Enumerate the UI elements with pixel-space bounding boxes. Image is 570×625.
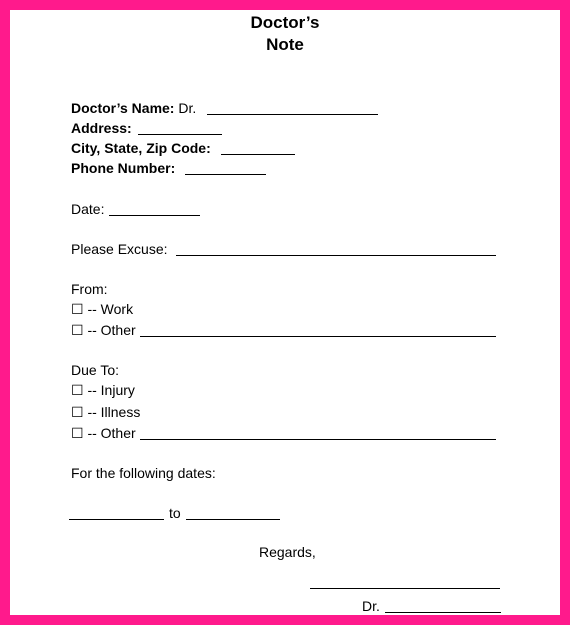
signature-name-field[interactable]: [385, 612, 501, 613]
from-heading: From:: [71, 281, 108, 297]
please-excuse-label: Please Excuse:: [71, 241, 168, 257]
signature-field[interactable]: [310, 588, 500, 589]
from-option-other[interactable]: ☐ -- Other: [71, 322, 136, 338]
doctor-name-prefix: Dr.: [178, 100, 197, 116]
to-label: to: [169, 505, 181, 521]
city-state-zip-label: City, State, Zip Code:: [71, 140, 211, 156]
due-to-option-illness[interactable]: ☐ -- Illness: [71, 404, 141, 420]
following-dates-heading: For the following dates:: [71, 465, 216, 481]
date-field[interactable]: [109, 215, 200, 216]
signature-dr-prefix: Dr.: [362, 598, 380, 614]
doctor-name-label: Doctor’s Name:: [71, 100, 175, 116]
doctor-name-field[interactable]: [207, 114, 378, 115]
due-to-option-other[interactable]: ☐ -- Other: [71, 425, 136, 441]
due-to-other-field[interactable]: [140, 439, 496, 440]
date-label: Date:: [71, 201, 105, 217]
address-label: Address:: [71, 120, 132, 136]
address-field[interactable]: [138, 134, 222, 135]
from-other-field[interactable]: [140, 336, 496, 337]
doctors-note-form: [10, 10, 560, 615]
start-date-field[interactable]: [69, 519, 164, 520]
title-line-1: Doctor’s: [250, 13, 320, 32]
title-line-2: Note: [266, 35, 304, 54]
please-excuse-field[interactable]: [176, 255, 496, 256]
due-to-option-injury[interactable]: ☐ -- Injury: [71, 382, 135, 398]
doctor-name-row: [71, 99, 196, 117]
phone-number-field[interactable]: [185, 174, 266, 175]
from-option-work[interactable]: ☐ -- Work: [71, 301, 134, 317]
city-state-zip-field[interactable]: [221, 154, 295, 155]
end-date-field[interactable]: [186, 519, 280, 520]
regards-label: Regards,: [259, 544, 316, 560]
due-to-heading: Due To:: [71, 362, 119, 378]
phone-number-label: Phone Number:: [71, 160, 176, 176]
